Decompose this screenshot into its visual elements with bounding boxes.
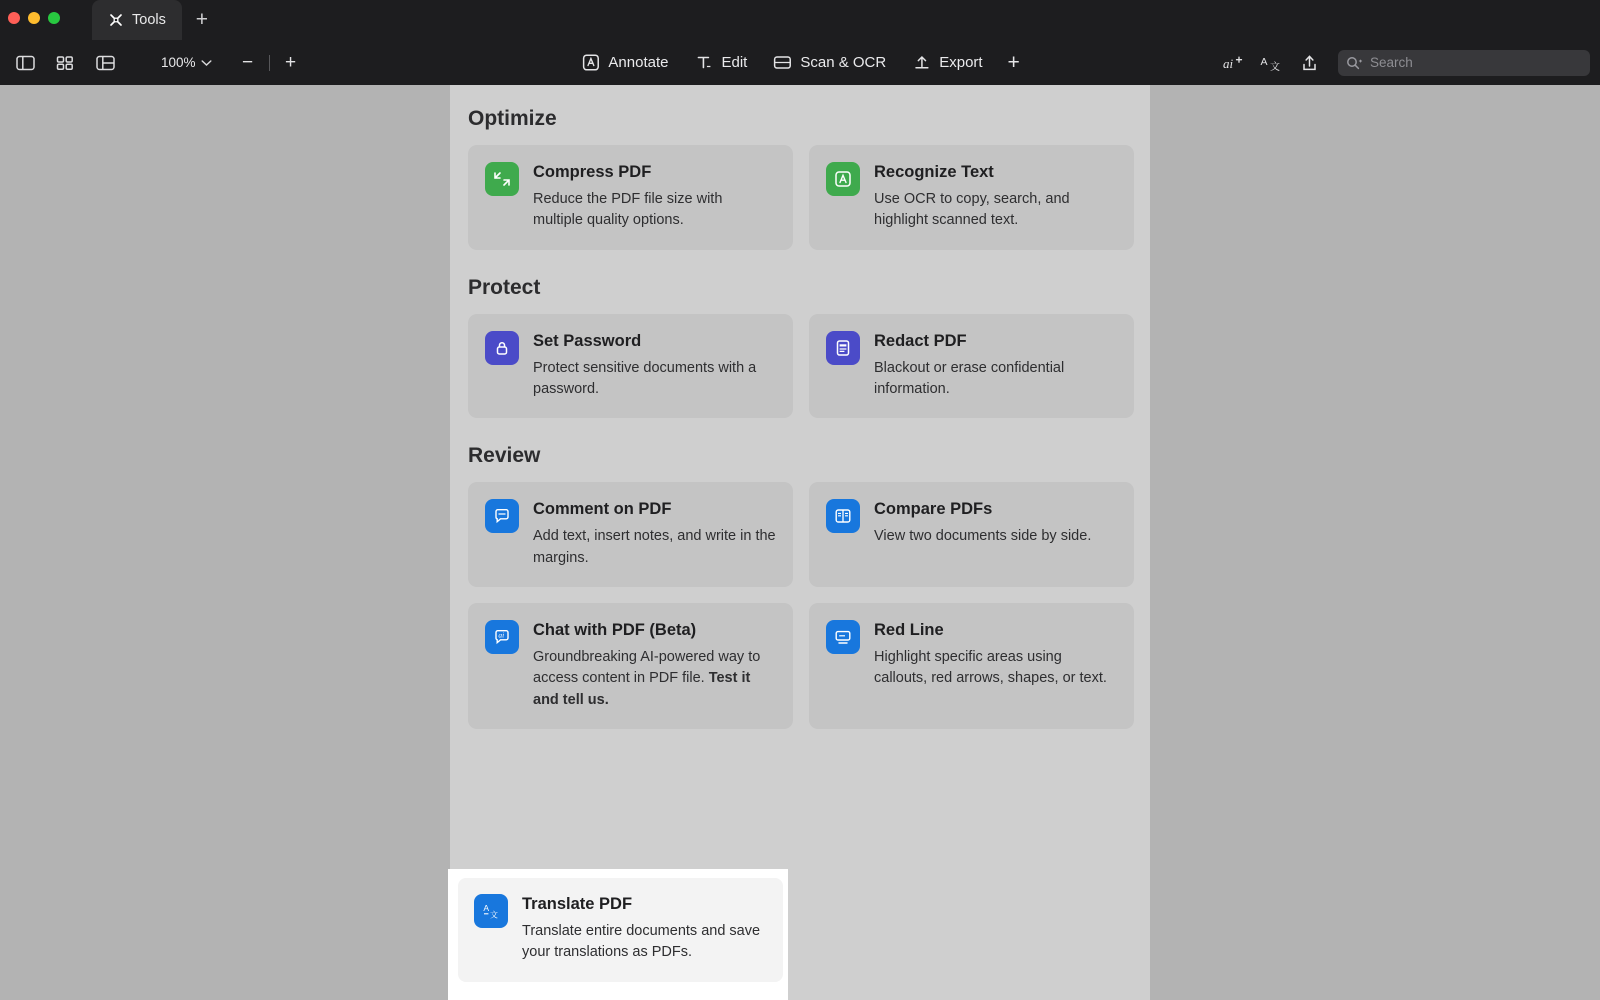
tool-card-red-line[interactable] bbox=[809, 603, 1134, 729]
page-layout-icon[interactable] bbox=[90, 50, 120, 76]
card-title: Compare PDFs bbox=[874, 500, 993, 519]
compare-icon bbox=[826, 499, 860, 533]
tool-card-redact-pdf[interactable] bbox=[809, 314, 1134, 419]
recognize-text-icon bbox=[826, 162, 860, 196]
divider bbox=[269, 55, 270, 71]
card-description: Translate entire documents and save your translations as PDFs. bbox=[522, 923, 761, 961]
search-input[interactable] bbox=[1370, 55, 1582, 70]
tool-card-comment-on-pdf[interactable] bbox=[468, 482, 793, 587]
annotate-icon bbox=[581, 53, 600, 72]
search-field-container[interactable] bbox=[1338, 50, 1590, 76]
svg-text:A: A bbox=[1260, 55, 1268, 68]
search-icon bbox=[1346, 56, 1363, 70]
svg-text:ai: ai bbox=[498, 630, 505, 640]
svg-text:A: A bbox=[483, 903, 490, 913]
card-description bbox=[533, 647, 776, 711]
card-title: Comment on PDF bbox=[533, 500, 672, 519]
card-description: Use OCR to copy, search, and highlight scanned text. bbox=[874, 191, 1070, 229]
tool-card-translate-pdf[interactable] bbox=[458, 878, 783, 982]
card-title: Set Password bbox=[533, 331, 642, 350]
card-text bbox=[533, 331, 776, 401]
card-description: Blackout or erase confidential information. bbox=[874, 359, 1065, 397]
card-text bbox=[533, 620, 776, 711]
highlighted-tool-card-container bbox=[448, 869, 788, 1000]
toolbar-right-group bbox=[1218, 50, 1590, 76]
ai-assistant-icon[interactable] bbox=[1218, 50, 1248, 76]
card-title: Redact PDF bbox=[874, 331, 967, 350]
card-title: Translate PDF bbox=[522, 895, 633, 913]
scan-ocr-icon bbox=[773, 53, 792, 72]
translate-doc-icon bbox=[474, 894, 508, 928]
grid-view-icon[interactable] bbox=[50, 50, 80, 76]
ai-chat-icon bbox=[485, 620, 519, 654]
content-stage bbox=[0, 85, 1600, 1000]
card-description: Add text, insert notes, and write in the margins. bbox=[533, 528, 776, 566]
card-title: Chat with PDF (Beta) bbox=[533, 620, 697, 639]
tab-annotate[interactable] bbox=[569, 48, 680, 77]
redact-icon bbox=[826, 331, 860, 365]
compress-icon bbox=[485, 162, 519, 196]
zoom-level-value: 100% bbox=[161, 55, 196, 70]
close-window-button[interactable] bbox=[8, 12, 20, 24]
traffic-light-controls bbox=[8, 12, 60, 24]
svg-text:ai: ai bbox=[1223, 55, 1234, 71]
tool-label: Export bbox=[939, 54, 983, 71]
tab-edit[interactable] bbox=[682, 48, 759, 77]
tool-label: Edit bbox=[721, 54, 748, 71]
card-text bbox=[533, 162, 776, 232]
card-description: View two documents side by side. bbox=[874, 528, 1092, 545]
card-text bbox=[533, 499, 776, 569]
section-heading-optimize: Optimize bbox=[468, 107, 557, 130]
card-text bbox=[874, 162, 1117, 232]
card-text bbox=[874, 331, 1117, 401]
new-tab-button[interactable]: + bbox=[195, 8, 208, 31]
tools-icon bbox=[108, 12, 124, 28]
zoom-stepper bbox=[235, 51, 304, 75]
sidebar-toggle-icon[interactable] bbox=[10, 50, 40, 76]
tools-panel bbox=[450, 85, 1150, 729]
comment-icon bbox=[485, 499, 519, 533]
card-title: Red Line bbox=[874, 620, 944, 639]
zoom-out-button[interactable]: − bbox=[241, 51, 254, 73]
section-heading-review: Review bbox=[468, 444, 541, 468]
svg-text:文: 文 bbox=[490, 910, 498, 920]
section-grid-protect bbox=[468, 314, 1140, 419]
minimize-window-button[interactable] bbox=[28, 12, 40, 24]
export-icon bbox=[912, 53, 931, 72]
card-description: Protect sensitive documents with a password. bbox=[533, 359, 757, 397]
edit-text-icon bbox=[694, 53, 713, 72]
section-grid-review bbox=[468, 482, 1140, 729]
tab-strip bbox=[92, 0, 222, 40]
tool-card-chat-with-pdf[interactable] bbox=[468, 603, 793, 729]
card-description-text: Groundbreaking AI-powered way to access content in PDF file. bbox=[533, 648, 761, 687]
section-heading-protect: Protect bbox=[468, 275, 541, 299]
tab-scan-ocr[interactable] bbox=[761, 48, 898, 77]
translate-icon[interactable] bbox=[1256, 50, 1286, 76]
card-text bbox=[522, 894, 767, 964]
tool-label: Scan & OCR bbox=[800, 54, 887, 71]
chevron-down-icon bbox=[201, 59, 212, 67]
tool-card-recognize-text[interactable] bbox=[809, 145, 1134, 250]
lock-icon bbox=[485, 331, 519, 365]
tool-label: Annotate bbox=[608, 54, 669, 71]
card-description: Reduce the PDF file size with multiple quality options. bbox=[533, 191, 723, 229]
red-line-icon bbox=[826, 620, 860, 654]
zoom-in-button[interactable]: + bbox=[284, 51, 297, 73]
maximize-window-button[interactable] bbox=[48, 12, 60, 24]
zoom-level-select[interactable] bbox=[152, 52, 219, 73]
tab-label: Tools bbox=[132, 12, 166, 28]
svg-text:文: 文 bbox=[1270, 61, 1280, 72]
toolbar-tool-group bbox=[569, 48, 1030, 78]
section-grid-optimize bbox=[468, 145, 1140, 250]
share-icon[interactable] bbox=[1294, 50, 1324, 76]
card-title: Compress PDF bbox=[533, 163, 652, 181]
tool-card-compress-pdf[interactable] bbox=[468, 145, 793, 250]
toolbar-left-group bbox=[10, 50, 304, 76]
tab-export[interactable] bbox=[900, 48, 994, 77]
card-title: Recognize Text bbox=[874, 163, 994, 181]
tool-card-set-password[interactable] bbox=[468, 314, 793, 419]
card-text bbox=[874, 620, 1117, 711]
window-titlebar bbox=[0, 0, 1600, 40]
card-description: Highlight specific areas using callouts, red arrows, shapes, or text. bbox=[874, 648, 1107, 687]
main-toolbar bbox=[0, 40, 1600, 85]
tool-card-compare-pdfs[interactable] bbox=[809, 482, 1134, 587]
card-text bbox=[874, 499, 1091, 569]
tab-tools[interactable] bbox=[92, 0, 182, 40]
add-tool-button[interactable]: + bbox=[1007, 50, 1020, 74]
card-description-emphasis: Test it and tell us. bbox=[533, 670, 751, 708]
